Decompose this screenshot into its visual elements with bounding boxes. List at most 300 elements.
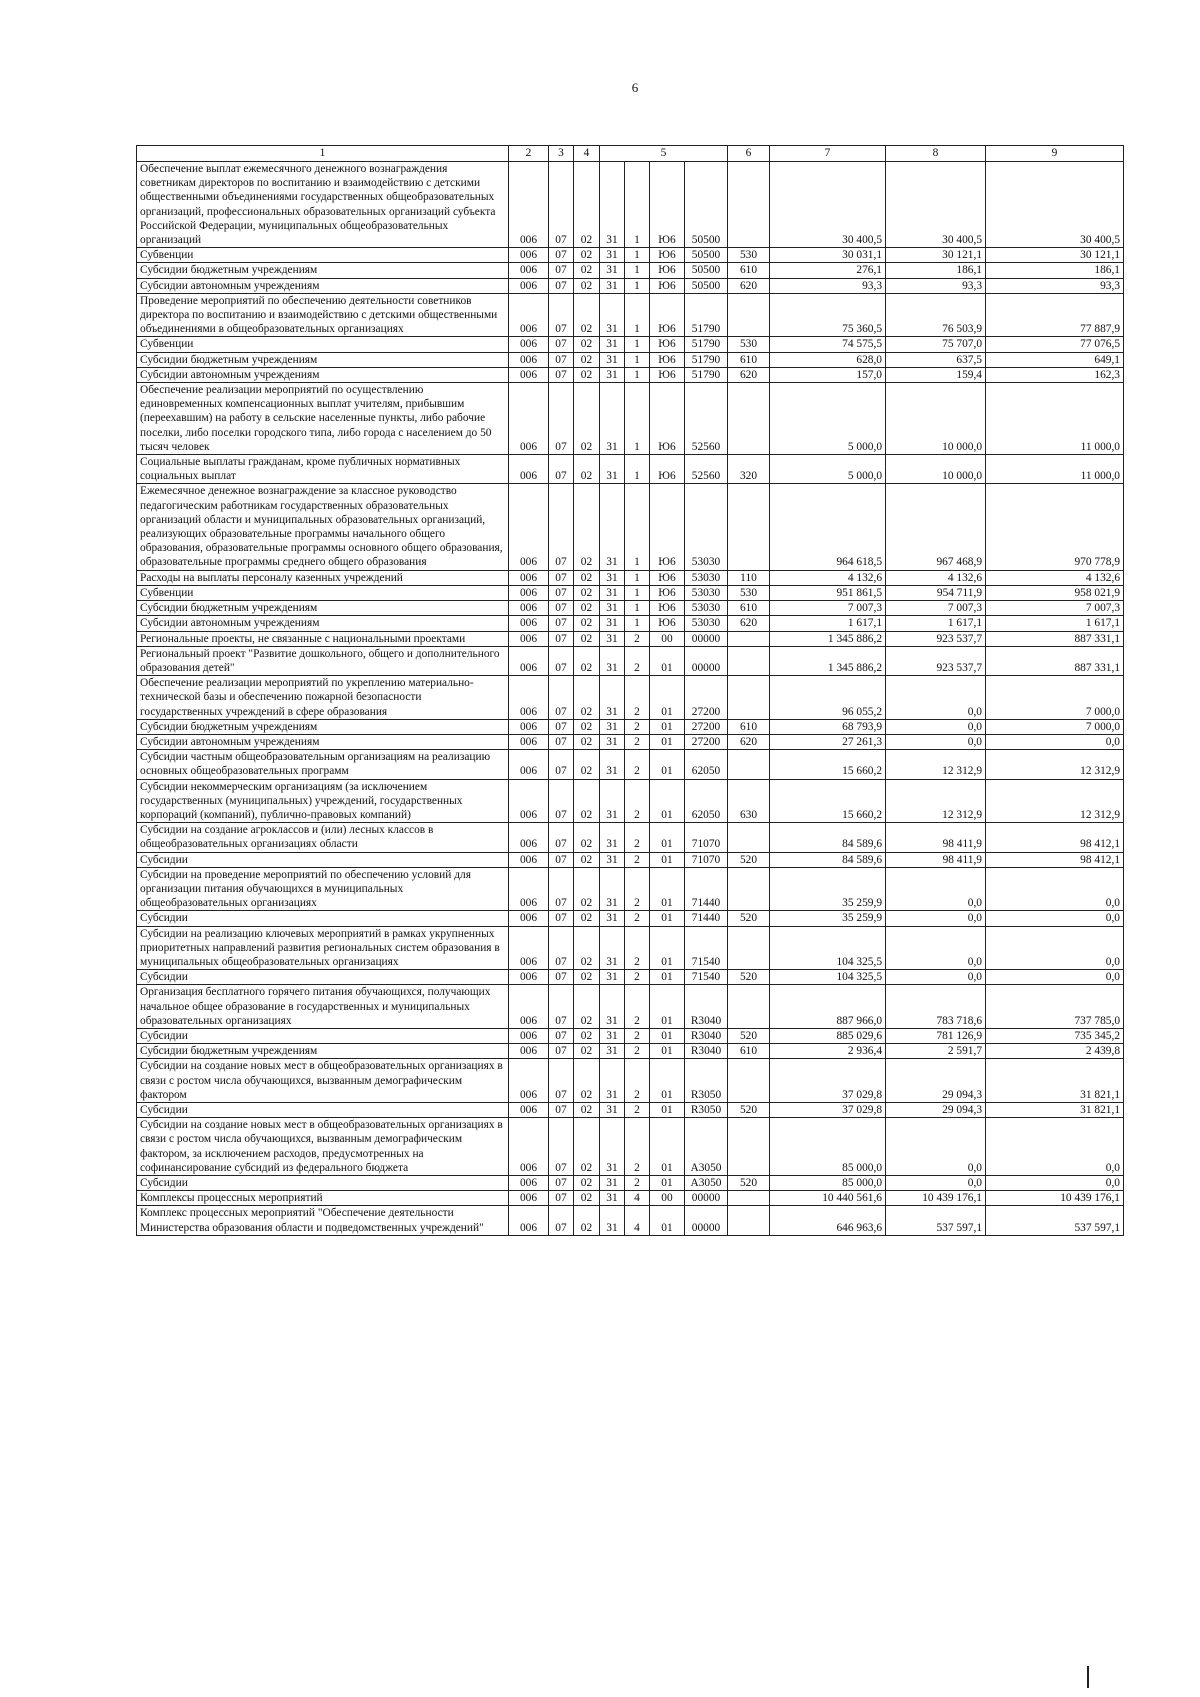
table-row <box>137 278 1124 293</box>
cell-project: 01 <box>650 1059 685 1103</box>
cell-expense-type <box>728 1206 770 1235</box>
cell-direction: 51790 <box>685 352 728 367</box>
cell-subsection: 02 <box>574 911 600 926</box>
cell-amount-3: 30 121,1 <box>986 248 1124 263</box>
cell-amount-2: 10 000,0 <box>886 383 986 455</box>
row-name: Проведение мероприятий по обеспечению деятельности советников директора по воспитанию и взаимодействию с детскими общественными объединениями в общеобразовательных организациях <box>137 293 509 337</box>
cell-program: 31 <box>600 985 625 1029</box>
cell-amount-3: 0,0 <box>986 1118 1124 1176</box>
cell-amount-1: 887 966,0 <box>770 985 886 1029</box>
cell-direction: 50500 <box>685 278 728 293</box>
row-name: Субсидии <box>137 970 509 985</box>
cell-project: 01 <box>650 734 685 749</box>
cell-section: 07 <box>549 1059 574 1103</box>
cell-amount-3: 186,1 <box>986 263 1124 278</box>
cell-section: 07 <box>549 585 574 600</box>
table-row <box>137 484 1124 570</box>
cell-program: 31 <box>600 601 625 616</box>
cell-direction: 00000 <box>685 631 728 646</box>
cell-subprogram: 1 <box>625 337 650 352</box>
table-row <box>137 911 1124 926</box>
cell-expense-type <box>728 383 770 455</box>
cell-subprogram: 2 <box>625 1044 650 1059</box>
cell-project: 01 <box>650 911 685 926</box>
cell-direction: 51790 <box>685 337 728 352</box>
cell-section: 07 <box>549 616 574 631</box>
page-number: 6 <box>631 80 639 95</box>
table-row <box>137 1044 1124 1059</box>
cell-project: 01 <box>650 646 685 675</box>
cell-subprogram: 1 <box>625 585 650 600</box>
cell-admin-code: 006 <box>509 1044 549 1059</box>
row-name: Субсидии на создание агроклассов и (или) лесных классов в общеобразовательных организациях области <box>137 823 509 852</box>
cell-amount-2: 967 468,9 <box>886 484 986 570</box>
cell-admin-code: 006 <box>509 263 549 278</box>
cell-direction: 27200 <box>685 719 728 734</box>
cell-admin-code: 006 <box>509 455 549 484</box>
cell-amount-3: 93,3 <box>986 278 1124 293</box>
cell-section: 07 <box>549 676 574 720</box>
header-cell: 8 <box>886 146 986 162</box>
cell-amount-3: 0,0 <box>986 734 1124 749</box>
cell-subsection: 02 <box>574 985 600 1029</box>
cell-amount-2: 10 000,0 <box>886 455 986 484</box>
cell-subsection: 02 <box>574 484 600 570</box>
cell-amount-2: 98 411,9 <box>886 852 986 867</box>
cell-program: 31 <box>600 926 625 970</box>
cell-direction: 53030 <box>685 484 728 570</box>
cell-direction: 71540 <box>685 926 728 970</box>
table-row <box>137 1028 1124 1043</box>
cell-amount-2: 12 312,9 <box>886 750 986 779</box>
header-cell: 5 <box>600 146 728 162</box>
cell-program: 31 <box>600 248 625 263</box>
cell-project: Ю6 <box>650 248 685 263</box>
cell-admin-code: 006 <box>509 162 549 248</box>
cell-admin-code: 006 <box>509 352 549 367</box>
cell-expense-type: 520 <box>728 1028 770 1043</box>
cell-amount-1: 93,3 <box>770 278 886 293</box>
cell-project: 01 <box>650 750 685 779</box>
cell-amount-3: 11 000,0 <box>986 455 1124 484</box>
cell-amount-2: 12 312,9 <box>886 779 986 823</box>
cell-program: 31 <box>600 570 625 585</box>
cell-admin-code: 006 <box>509 1176 549 1191</box>
cell-amount-3: 77 076,5 <box>986 337 1124 352</box>
row-name: Субсидии <box>137 911 509 926</box>
cell-amount-1: 37 029,8 <box>770 1103 886 1118</box>
cell-admin-code: 006 <box>509 337 549 352</box>
row-name: Субсидии на реализацию ключевых мероприятий в рамках укрупненных приоритетных направлений развития региональных систем образования в муниципальных общеобразовательных организациях <box>137 926 509 970</box>
cell-amount-1: 84 589,6 <box>770 852 886 867</box>
cell-amount-3: 31 821,1 <box>986 1103 1124 1118</box>
cell-admin-code: 006 <box>509 852 549 867</box>
cell-admin-code: 006 <box>509 750 549 779</box>
cell-project: Ю6 <box>650 383 685 455</box>
cell-project: 01 <box>650 1206 685 1235</box>
cell-amount-3: 10 439 176,1 <box>986 1191 1124 1206</box>
cell-program: 31 <box>600 823 625 852</box>
cell-section: 07 <box>549 601 574 616</box>
cell-expense-type <box>728 926 770 970</box>
header-cell: 6 <box>728 146 770 162</box>
cell-amount-2: 954 711,9 <box>886 585 986 600</box>
cell-amount-3: 12 312,9 <box>986 750 1124 779</box>
cell-direction: 52560 <box>685 455 728 484</box>
cell-admin-code: 006 <box>509 484 549 570</box>
cell-project: 01 <box>650 852 685 867</box>
cell-direction: 50500 <box>685 248 728 263</box>
cell-amount-1: 30 400,5 <box>770 162 886 248</box>
cell-section: 07 <box>549 719 574 734</box>
cell-expense-type: 610 <box>728 601 770 616</box>
cell-amount-1: 4 132,6 <box>770 570 886 585</box>
cell-expense-type: 320 <box>728 455 770 484</box>
cell-amount-2: 0,0 <box>886 719 986 734</box>
cell-amount-2: 2 591,7 <box>886 1044 986 1059</box>
header-cell: 2 <box>509 146 549 162</box>
cell-subsection: 02 <box>574 1176 600 1191</box>
cell-amount-3: 0,0 <box>986 970 1124 985</box>
cell-amount-3: 737 785,0 <box>986 985 1124 1029</box>
cell-subprogram: 2 <box>625 750 650 779</box>
cell-amount-3: 649,1 <box>986 352 1124 367</box>
cell-direction: 71440 <box>685 911 728 926</box>
header-cell: 4 <box>574 146 600 162</box>
cell-amount-2: 781 126,9 <box>886 1028 986 1043</box>
cell-amount-3: 7 000,0 <box>986 676 1124 720</box>
cell-section: 07 <box>549 352 574 367</box>
cell-amount-2: 537 597,1 <box>886 1206 986 1235</box>
cell-project: 01 <box>650 823 685 852</box>
cell-program: 31 <box>600 1118 625 1176</box>
cell-direction: 27200 <box>685 676 728 720</box>
cell-admin-code: 006 <box>509 1103 549 1118</box>
cell-expense-type: 530 <box>728 248 770 263</box>
table-row <box>137 248 1124 263</box>
cell-expense-type: 610 <box>728 1044 770 1059</box>
cell-subsection: 02 <box>574 631 600 646</box>
row-name: Субсидии на проведение мероприятий по обеспечению условий для организации питания обучающихся в муниципальных общеобразовательных организациях <box>137 867 509 911</box>
cell-amount-3: 970 778,9 <box>986 484 1124 570</box>
header-row <box>137 146 1124 162</box>
cell-expense-type <box>728 162 770 248</box>
cell-amount-1: 75 360,5 <box>770 293 886 337</box>
row-name: Субвенции <box>137 248 509 263</box>
cell-admin-code: 006 <box>509 867 549 911</box>
cell-project: Ю6 <box>650 278 685 293</box>
row-name: Субсидии автономным учреждениям <box>137 367 509 382</box>
cell-program: 31 <box>600 750 625 779</box>
row-name: Комплексы процессных мероприятий <box>137 1191 509 1206</box>
cell-program: 31 <box>600 911 625 926</box>
cell-expense-type: 530 <box>728 337 770 352</box>
cell-section: 07 <box>549 646 574 675</box>
cell-direction: 00000 <box>685 646 728 675</box>
table-row <box>137 1206 1124 1235</box>
cell-amount-2: 10 439 176,1 <box>886 1191 986 1206</box>
table-row <box>137 823 1124 852</box>
cell-expense-type: 620 <box>728 616 770 631</box>
cell-program: 31 <box>600 1059 625 1103</box>
cell-direction: 71070 <box>685 852 728 867</box>
cell-amount-2: 0,0 <box>886 867 986 911</box>
cell-program: 31 <box>600 293 625 337</box>
table-row <box>137 852 1124 867</box>
cell-expense-type: 610 <box>728 719 770 734</box>
cell-project: 01 <box>650 970 685 985</box>
cell-subprogram: 1 <box>625 601 650 616</box>
cell-project: 01 <box>650 985 685 1029</box>
row-name: Обеспечение выплат ежемесячного денежного вознаграждения советникам директоров по воспитанию и взаимодействию с детскими общественными объединениями государственных общеобразовательных организаций, профессиональных образовательных организаций субъекта Российской Федерации, муниципальных общеобразовательных организаций <box>137 162 509 248</box>
table-row <box>137 585 1124 600</box>
cell-program: 31 <box>600 162 625 248</box>
cell-program: 31 <box>600 1206 625 1235</box>
cell-expense-type: 530 <box>728 585 770 600</box>
cell-subsection: 02 <box>574 646 600 675</box>
cell-admin-code: 006 <box>509 601 549 616</box>
cell-expense-type <box>728 750 770 779</box>
cell-subsection: 02 <box>574 1118 600 1176</box>
cell-project: Ю6 <box>650 293 685 337</box>
cell-program: 31 <box>600 1191 625 1206</box>
row-name: Социальные выплаты гражданам, кроме публичных нормативных социальных выплат <box>137 455 509 484</box>
cell-subprogram: 2 <box>625 926 650 970</box>
cell-subprogram: 1 <box>625 383 650 455</box>
cell-expense-type: 610 <box>728 263 770 278</box>
cell-amount-2: 1 617,1 <box>886 616 986 631</box>
cell-subprogram: 1 <box>625 278 650 293</box>
cell-subsection: 02 <box>574 1028 600 1043</box>
cell-admin-code: 006 <box>509 278 549 293</box>
cell-amount-3: 958 021,9 <box>986 585 1124 600</box>
cell-direction: 27200 <box>685 734 728 749</box>
cell-section: 07 <box>549 1103 574 1118</box>
cell-amount-2: 30 400,5 <box>886 162 986 248</box>
table-row <box>137 162 1124 248</box>
cell-expense-type <box>728 484 770 570</box>
cell-program: 31 <box>600 616 625 631</box>
table-row <box>137 779 1124 823</box>
row-name: Субсидии бюджетным учреждениям <box>137 601 509 616</box>
cell-project: 01 <box>650 1118 685 1176</box>
cell-section: 07 <box>549 823 574 852</box>
table-row <box>137 1118 1124 1176</box>
row-name: Региональные проекты, не связанные с национальными проектами <box>137 631 509 646</box>
cell-section: 07 <box>549 734 574 749</box>
row-name: Обеспечение реализации мероприятий по укреплению материально-технической базы и обеспечению пожарной безопасности государственных учреждений в сфере образования <box>137 676 509 720</box>
cell-section: 07 <box>549 484 574 570</box>
cell-program: 31 <box>600 1103 625 1118</box>
row-name: Субсидии автономным учреждениям <box>137 734 509 749</box>
cell-subprogram: 1 <box>625 352 650 367</box>
cell-amount-2: 923 537,7 <box>886 631 986 646</box>
cell-amount-3: 98 412,1 <box>986 823 1124 852</box>
row-name: Обеспечение реализации мероприятий по осуществлению единовременных компенсационных выплат учителям, прибывшим (переехавшим) на работу в сельские населенные пункты, либо рабочие поселки, либо поселки городского типа, либо города с населением до 50 тысяч человек <box>137 383 509 455</box>
cell-program: 31 <box>600 367 625 382</box>
cell-direction: 53030 <box>685 570 728 585</box>
table-row <box>137 926 1124 970</box>
cell-subsection: 02 <box>574 293 600 337</box>
cell-direction: 62050 <box>685 750 728 779</box>
cell-section: 07 <box>549 1191 574 1206</box>
cell-project: 01 <box>650 1044 685 1059</box>
cell-section: 07 <box>549 867 574 911</box>
cell-section: 07 <box>549 1028 574 1043</box>
cell-amount-1: 964 618,5 <box>770 484 886 570</box>
cell-admin-code: 006 <box>509 970 549 985</box>
cell-project: 00 <box>650 1191 685 1206</box>
cell-subprogram: 2 <box>625 823 650 852</box>
cell-direction: 51790 <box>685 367 728 382</box>
row-name: Субсидии бюджетным учреждениям <box>137 719 509 734</box>
cell-expense-type: 620 <box>728 367 770 382</box>
cell-section: 07 <box>549 970 574 985</box>
row-name: Субсидии <box>137 1103 509 1118</box>
cell-project: Ю6 <box>650 367 685 382</box>
cell-amount-3: 0,0 <box>986 1176 1124 1191</box>
cell-section: 07 <box>549 1206 574 1235</box>
cell-project: Ю6 <box>650 585 685 600</box>
cell-expense-type: 630 <box>728 779 770 823</box>
cell-amount-1: 157,0 <box>770 367 886 382</box>
cell-subprogram: 2 <box>625 631 650 646</box>
cell-admin-code: 006 <box>509 631 549 646</box>
cell-expense-type <box>728 985 770 1029</box>
header-cell: 9 <box>986 146 1124 162</box>
cell-amount-3: 12 312,9 <box>986 779 1124 823</box>
cell-subprogram: 2 <box>625 719 650 734</box>
cell-direction: R3050 <box>685 1059 728 1103</box>
cell-amount-1: 27 261,3 <box>770 734 886 749</box>
cell-subprogram: 2 <box>625 970 650 985</box>
cell-program: 31 <box>600 585 625 600</box>
cell-subprogram: 4 <box>625 1191 650 1206</box>
cell-subsection: 02 <box>574 926 600 970</box>
table-row <box>137 367 1124 382</box>
cell-subprogram: 2 <box>625 1103 650 1118</box>
cell-program: 31 <box>600 676 625 720</box>
cell-amount-2: 0,0 <box>886 970 986 985</box>
cell-direction: 50500 <box>685 162 728 248</box>
cell-amount-1: 628,0 <box>770 352 886 367</box>
cell-subsection: 02 <box>574 1206 600 1235</box>
cell-section: 07 <box>549 455 574 484</box>
cell-program: 31 <box>600 646 625 675</box>
cell-section: 07 <box>549 1176 574 1191</box>
header-cell: 1 <box>137 146 509 162</box>
cell-amount-1: 1 617,1 <box>770 616 886 631</box>
cell-subsection: 02 <box>574 367 600 382</box>
cell-section: 07 <box>549 367 574 382</box>
cell-section: 07 <box>549 337 574 352</box>
table-row <box>137 383 1124 455</box>
cell-admin-code: 006 <box>509 779 549 823</box>
cell-expense-type: 610 <box>728 352 770 367</box>
cell-amount-2: 76 503,9 <box>886 293 986 337</box>
cell-subsection: 02 <box>574 779 600 823</box>
cell-project: Ю6 <box>650 337 685 352</box>
cell-admin-code: 006 <box>509 616 549 631</box>
cell-expense-type: 520 <box>728 970 770 985</box>
cell-subsection: 02 <box>574 278 600 293</box>
cell-amount-2: 0,0 <box>886 1118 986 1176</box>
cell-direction: A3050 <box>685 1118 728 1176</box>
cell-amount-3: 162,3 <box>986 367 1124 382</box>
cell-amount-2: 29 094,3 <box>886 1103 986 1118</box>
table-row <box>137 631 1124 646</box>
cell-amount-1: 85 000,0 <box>770 1176 886 1191</box>
cell-section: 07 <box>549 911 574 926</box>
cell-expense-type <box>728 1059 770 1103</box>
cell-subprogram: 2 <box>625 867 650 911</box>
cell-subsection: 02 <box>574 585 600 600</box>
cell-program: 31 <box>600 337 625 352</box>
cell-direction: A3050 <box>685 1176 728 1191</box>
cell-subsection: 02 <box>574 383 600 455</box>
row-name: Региональный проект "Развитие дошкольного, общего и дополнительного образования детей" <box>137 646 509 675</box>
cell-project: 01 <box>650 719 685 734</box>
cell-program: 31 <box>600 734 625 749</box>
cell-amount-1: 646 963,6 <box>770 1206 886 1235</box>
cell-section: 07 <box>549 631 574 646</box>
cell-amount-1: 30 031,1 <box>770 248 886 263</box>
cell-amount-2: 159,4 <box>886 367 986 382</box>
cell-section: 07 <box>549 293 574 337</box>
cell-amount-3: 887 331,1 <box>986 646 1124 675</box>
cell-expense-type <box>728 1191 770 1206</box>
cell-amount-1: 1 345 886,2 <box>770 646 886 675</box>
cell-program: 31 <box>600 352 625 367</box>
cell-project: Ю6 <box>650 616 685 631</box>
cell-amount-1: 15 660,2 <box>770 779 886 823</box>
cell-section: 07 <box>549 263 574 278</box>
cell-expense-type: 110 <box>728 570 770 585</box>
cell-expense-type <box>728 867 770 911</box>
cell-amount-3: 77 887,9 <box>986 293 1124 337</box>
row-name: Расходы на выплаты персоналу казенных учреждений <box>137 570 509 585</box>
cell-amount-3: 30 400,5 <box>986 162 1124 248</box>
cell-subsection: 02 <box>574 337 600 352</box>
cell-subsection: 02 <box>574 616 600 631</box>
row-name: Организация бесплатного горячего питания обучающихся, получающих начальное общее образование в государственных и муниципальных образовательных организациях <box>137 985 509 1029</box>
cell-project: 01 <box>650 867 685 911</box>
cell-subsection: 02 <box>574 248 600 263</box>
cell-expense-type <box>728 631 770 646</box>
table-row <box>137 867 1124 911</box>
header-cell: 3 <box>549 146 574 162</box>
row-name: Субсидии автономным учреждениям <box>137 278 509 293</box>
cell-project: Ю6 <box>650 455 685 484</box>
cell-direction: R3040 <box>685 985 728 1029</box>
cell-amount-1: 5 000,0 <box>770 383 886 455</box>
table-row <box>137 616 1124 631</box>
cell-project: 01 <box>650 1176 685 1191</box>
cell-direction: 53030 <box>685 585 728 600</box>
cell-section: 07 <box>549 162 574 248</box>
cell-direction: 53030 <box>685 616 728 631</box>
cell-amount-2: 637,5 <box>886 352 986 367</box>
cell-amount-3: 887 331,1 <box>986 631 1124 646</box>
cell-admin-code: 006 <box>509 383 549 455</box>
cell-expense-type <box>728 823 770 852</box>
row-name: Субсидии бюджетным учреждениям <box>137 263 509 278</box>
table-row <box>137 1059 1124 1103</box>
cell-amount-2: 0,0 <box>886 676 986 720</box>
cell-program: 31 <box>600 484 625 570</box>
cell-amount-3: 31 821,1 <box>986 1059 1124 1103</box>
cell-amount-1: 1 345 886,2 <box>770 631 886 646</box>
